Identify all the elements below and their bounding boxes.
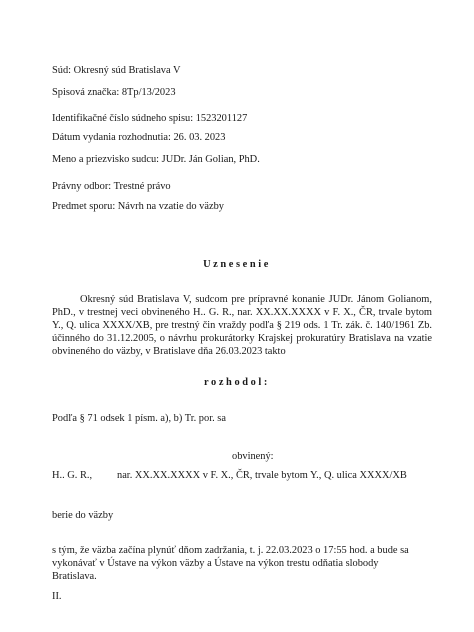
judge-field: Meno a priezvisko sudcu: JUDr. Ján Golian, PhD.	[52, 154, 260, 165]
file-reference-field: Spisová značka: 8Tp/13/2023	[52, 87, 176, 98]
custody-note: s tým, že väzba začína plynúť dňom zadržania, t. j. 22.03.2023 o 17:55 hod. a bude sa vykonávať v Ústave na výkon väzby a Ústave na výkon trestu odňatia slobody Bratislava.	[52, 545, 409, 583]
decision-line: berie do väzby	[52, 510, 114, 521]
accused-name: H.. G. R.,	[52, 470, 93, 481]
decision-date-field: Dátum vydania rozhodnutia: 26. 03. 2023	[52, 132, 226, 143]
court-field: Súd: Okresný súd Bratislava V	[52, 65, 181, 76]
accused-details: nar. XX.XX.XXXX v F. X., ČR, trvale bytom Y., Q. ulica XXXX/XB	[117, 470, 407, 481]
section-number: II.	[52, 591, 62, 602]
ruling-heading: rozhodol:	[204, 377, 270, 388]
intro-paragraph: Okresný súd Bratislava V, sudcom pre prípravné konanie JUDr. Jánom Golianom, PhD., v trestnej veci obvineného H.. G. R., nar. XX.XX.XXXX v F. X., ČR, trvale bytom Y., Q. ulica XXXX/XB, pre trestný čin vraždy podľa § 219 ods. 1 Tr. zák. č. 140/1961 Zb. účinného do 31.12.2005, o návrhu prokurátorky Krajskej prokuratúry Bratislava na vzatie obvineného do väzby, v Bratislave dňa 26.03.2023 takto	[52, 294, 432, 358]
legal-department-field: Právny odbor: Trestné právo	[52, 181, 171, 192]
legal-basis-line: Podľa § 71 odsek 1 písm. a), b) Tr. por. sa	[52, 413, 226, 424]
subject-field: Predmet sporu: Návrh na vzatie do väzby	[52, 201, 224, 212]
accused-label: obvinený:	[232, 451, 274, 462]
case-id-field: Identifikačné číslo súdneho spisu: 1523201127	[52, 113, 248, 124]
document-title: Uznesenie	[203, 259, 271, 270]
